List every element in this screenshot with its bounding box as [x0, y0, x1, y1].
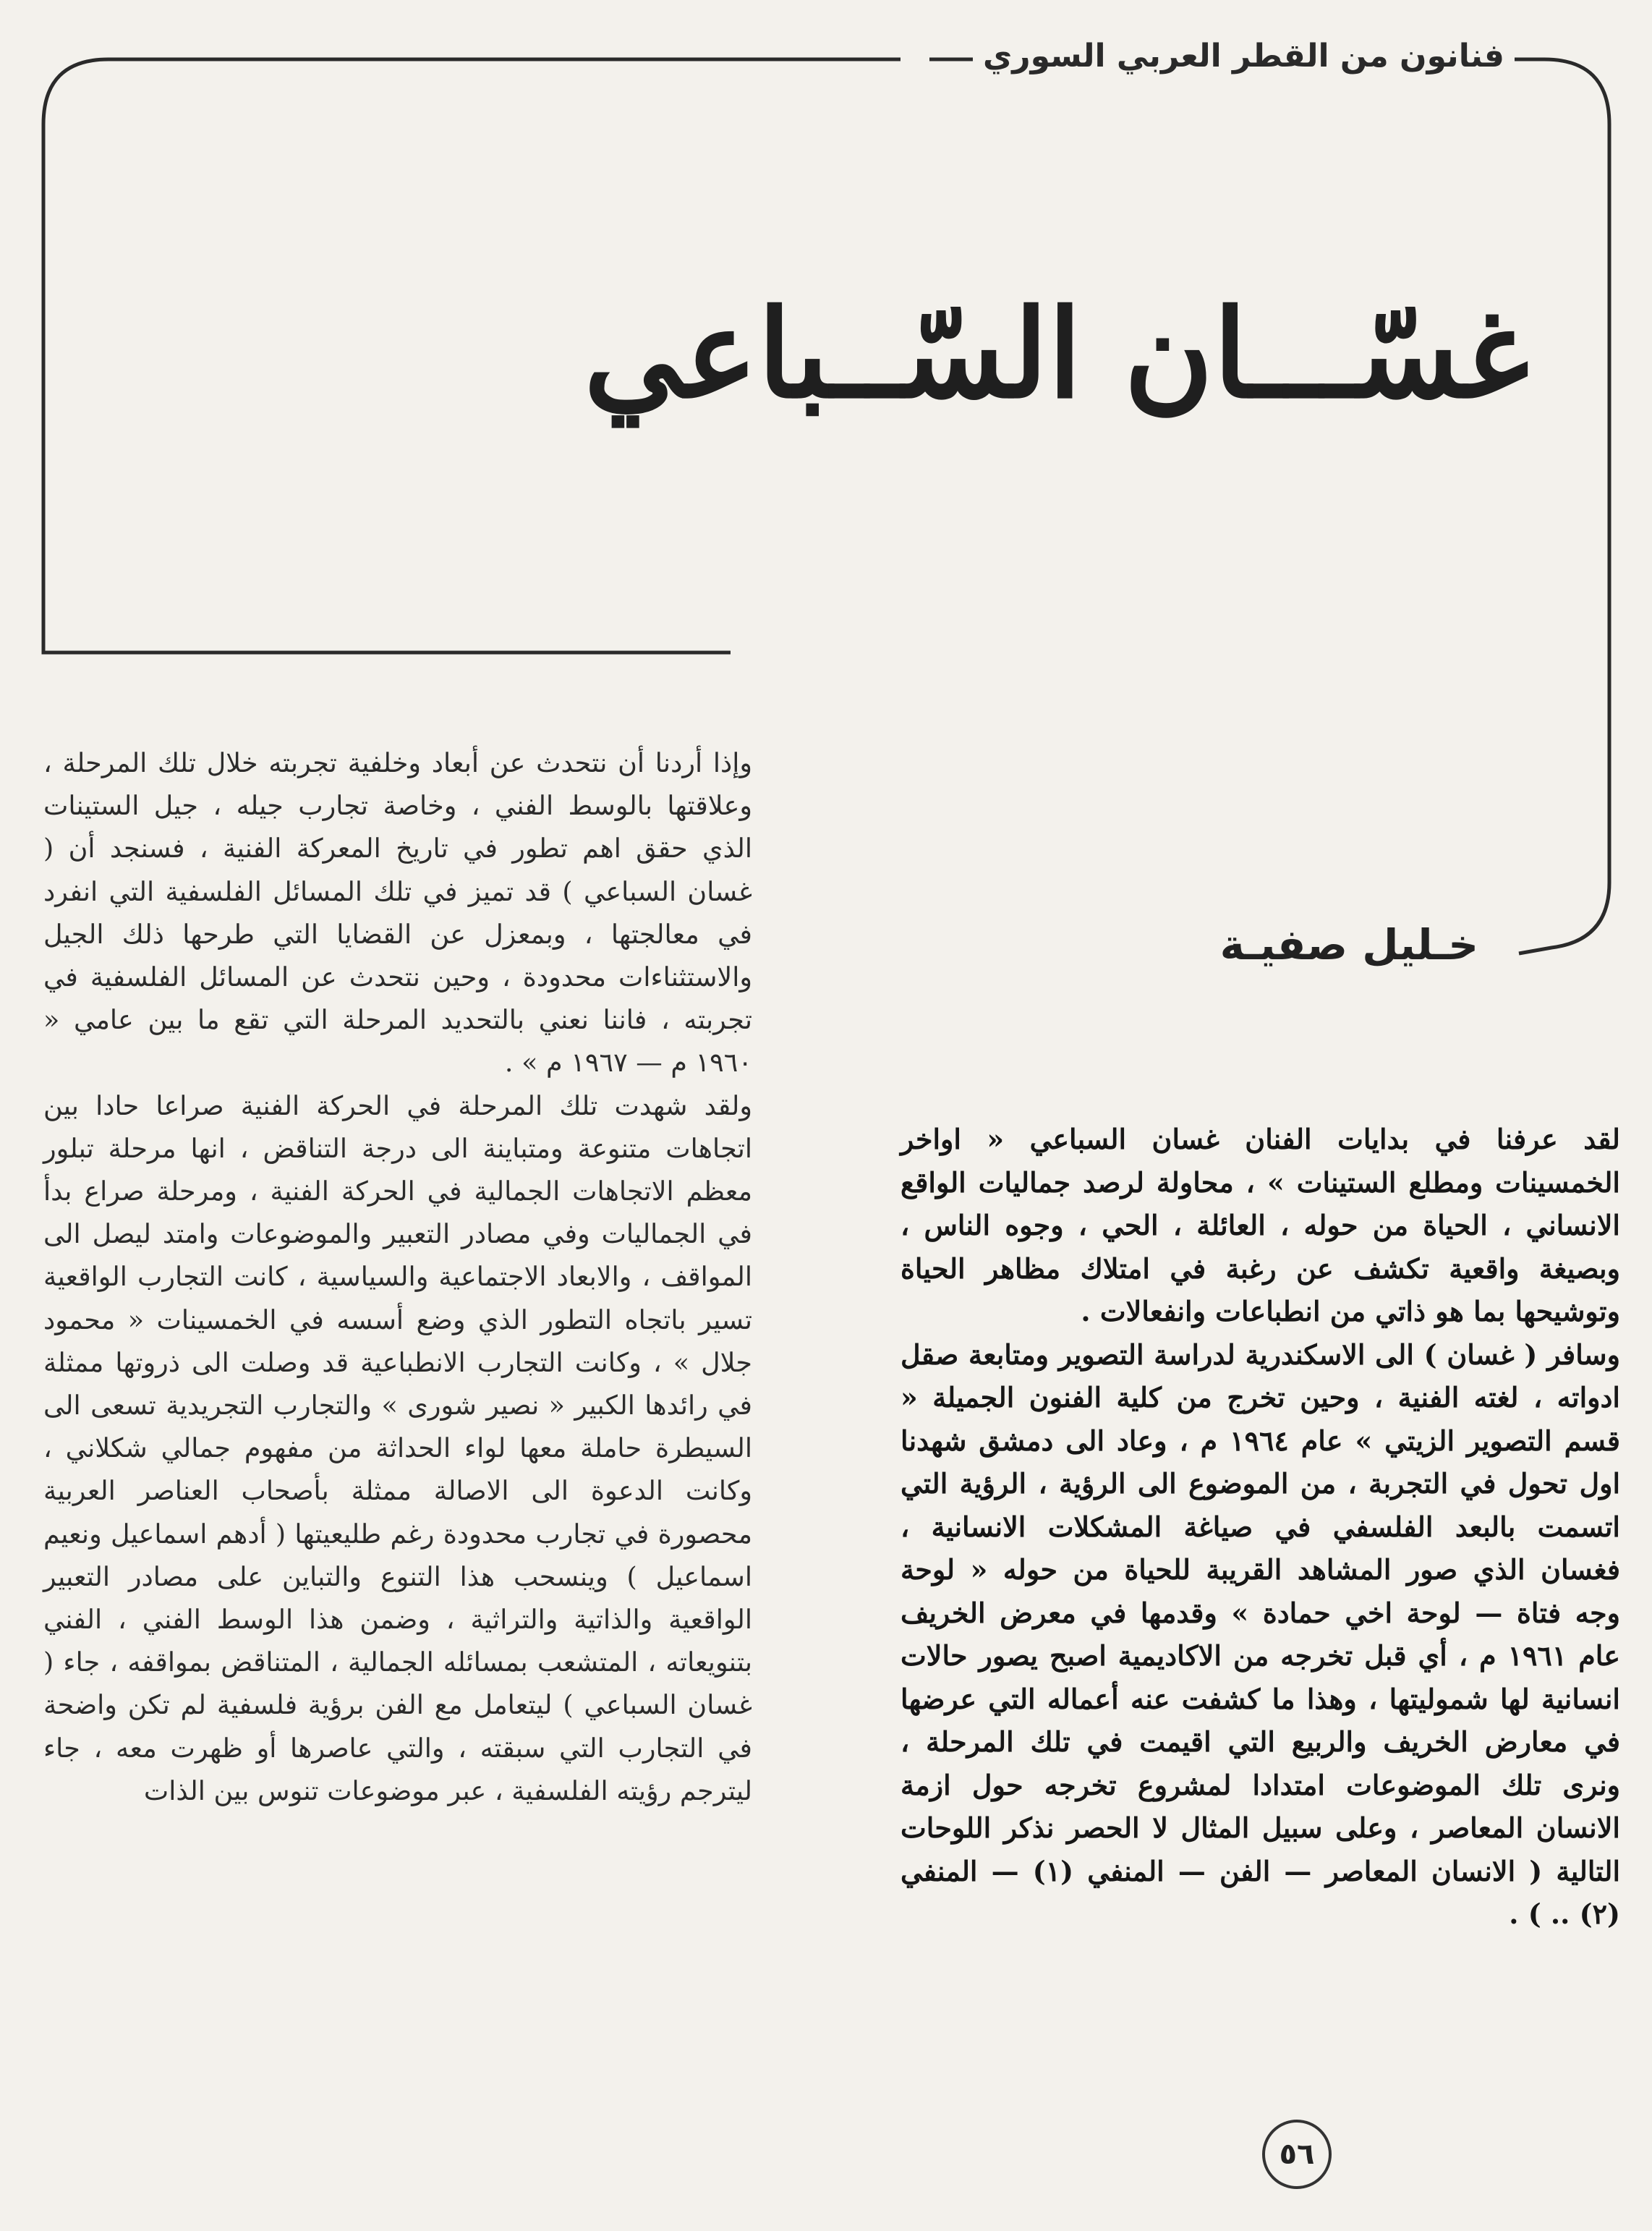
- author-name: خـليل صفيـة: [1219, 920, 1478, 969]
- paragraph: وإذا أردنا أن نتحدث عن أبعاد وخلفية تجربته خلال تلك المرحلة ، وعلاقتها بالوسط الفني ، وخاصة تجارب جيله ، جيل الستينات الذي حقق اهم تطور في تاريخ المعركة الفنية ، فسنجد أن ( غسان السباعي ) قد تميز في تلك المسائل الفلسفية التي انفرد في معالجتها ، وبمعزل عن القضايا التي طرحها ذلك الجيل والاستثناءات محدودة ، وحين نتحدث عن المسائل الفلسفية في تجربته ، فاننا نعني بالتحديد المرحلة التي تقع ما بين عامي « ١٩٦٠ م — ١٩٦٧ م » .: [43, 747, 752, 1079]
- paragraph: وسافر ( غسان ) الى الاسكندرية لدراسة التصوير ومتابعة صقل ادواته ، لغته الفنية ، وحين تخرج من كلية الفنون الجميلة « قسم التصوير الزيتي » عام ١٩٦٤ م ، وعاد الى دمشق شهدنا اول تحول في التجربة ، من الموضوع الى الرؤية ، الرؤية التي اتسمت بالبعد الفلسفي في صياغة المشكلات الانسانية ، فغسان الذي صور المشاهد القريبة للحياة من حوله « لوحة وجه فتاة — لوحة اخي حمادة » وقدمها في معرض الخريف عام ١٩٦١ م ، أي قبل تخرجه من الاكاديمية اصبح يصور حالات انسانية لها شموليتها ، وهذا ما كشفت عنه أعماله التي عرضها في معارض الخريف والربيع التي اقيمت في تلك المرحلة ، ونرى تلك الموضوعات امتدادا لمشروع تخرجه حول ازمة الانسان المعاصر ، وعلى سبيل المثال لا الحصر نذكر اللوحات التالية ( الانسان المعاصر — الفن — المنفي (١) — المنفي (٢) .. ) .: [900, 1338, 1621, 1930]
- section-label: فنانون من القطر العربي السوري: [973, 38, 1515, 75]
- page-number: ٥٦: [1262, 2120, 1332, 2189]
- article-title: غسّـــان السّــباعي: [584, 282, 1529, 425]
- text-column-right: [900, 1118, 1620, 1936]
- paragraph: ولقد شهدت تلك المرحلة في الحركة الفنية صراعا حادا بين اتجاهات متنوعة ومتباينة الى درجة التناقض ، انها مرحلة تبلور معظم الاتجاهات الجمالية في الحركة الفنية ، ومرحلة صراع بدأ في الجماليات وفي مصادر التعبير والموضوعات وامتد ليصل الى المواقف ، والابعاد الاجتماعية والسياسية ، كانت التجارب الواقعية تسير باتجاه التطور الذي وضع أسسه في الخمسينات « محمود جلال » ، وكانت التجارب الانطباعية قد وصلت الى ذروتها ممثلة في رائدها الكبير « نصير شورى » والتجارب التجريدية تسعى الى السيطرة حاملة معها لواء الحداثة من مفهوم جمالي شكلاني ، وكانت الدعوة الى الاصالة ممثلة بأصحاب العناصر العربية محصورة في تجارب محدودة رغم طليعيتها ( أدهم اسماعيل ونعيم اسماعيل ) وينسحب هذا التنوع والتباين على مصادر التعبير الواقعية والذاتية والتراثية ، وضمن هذا الوسط الفني ، الفني بتنويعاته ، المتشعب بمسائله الجمالية ، المتناقض بمواقفه ، جاء ( غسان السباعي ) ليتعامل مع الفن برؤية فلسفية لم تكن واضحة في التجارب التي سبقته ، والتي عاصرها أو ظهرت معه ، جاء ليترجم رؤيته الفلسفية ، عبر موضوعات تنوس بين الذات: [43, 1089, 752, 1806]
- paragraph: لقد عرفنا في بدايات الفنان غسان السباعي « اواخر الخمسينات ومطلع الستينات » ، محاولة لرصد جماليات الواقع الانساني ، الحياة من حوله ، العائلة ، الحي ، وجوه الناس ، وبصيغة واقعية تكشف عن رغبة في امتلاك مظاهر الحياة وتوشيحها بما هو ذاتي من انطباعات وانفعالات .: [900, 1123, 1620, 1327]
- text-column-left: [43, 741, 752, 1812]
